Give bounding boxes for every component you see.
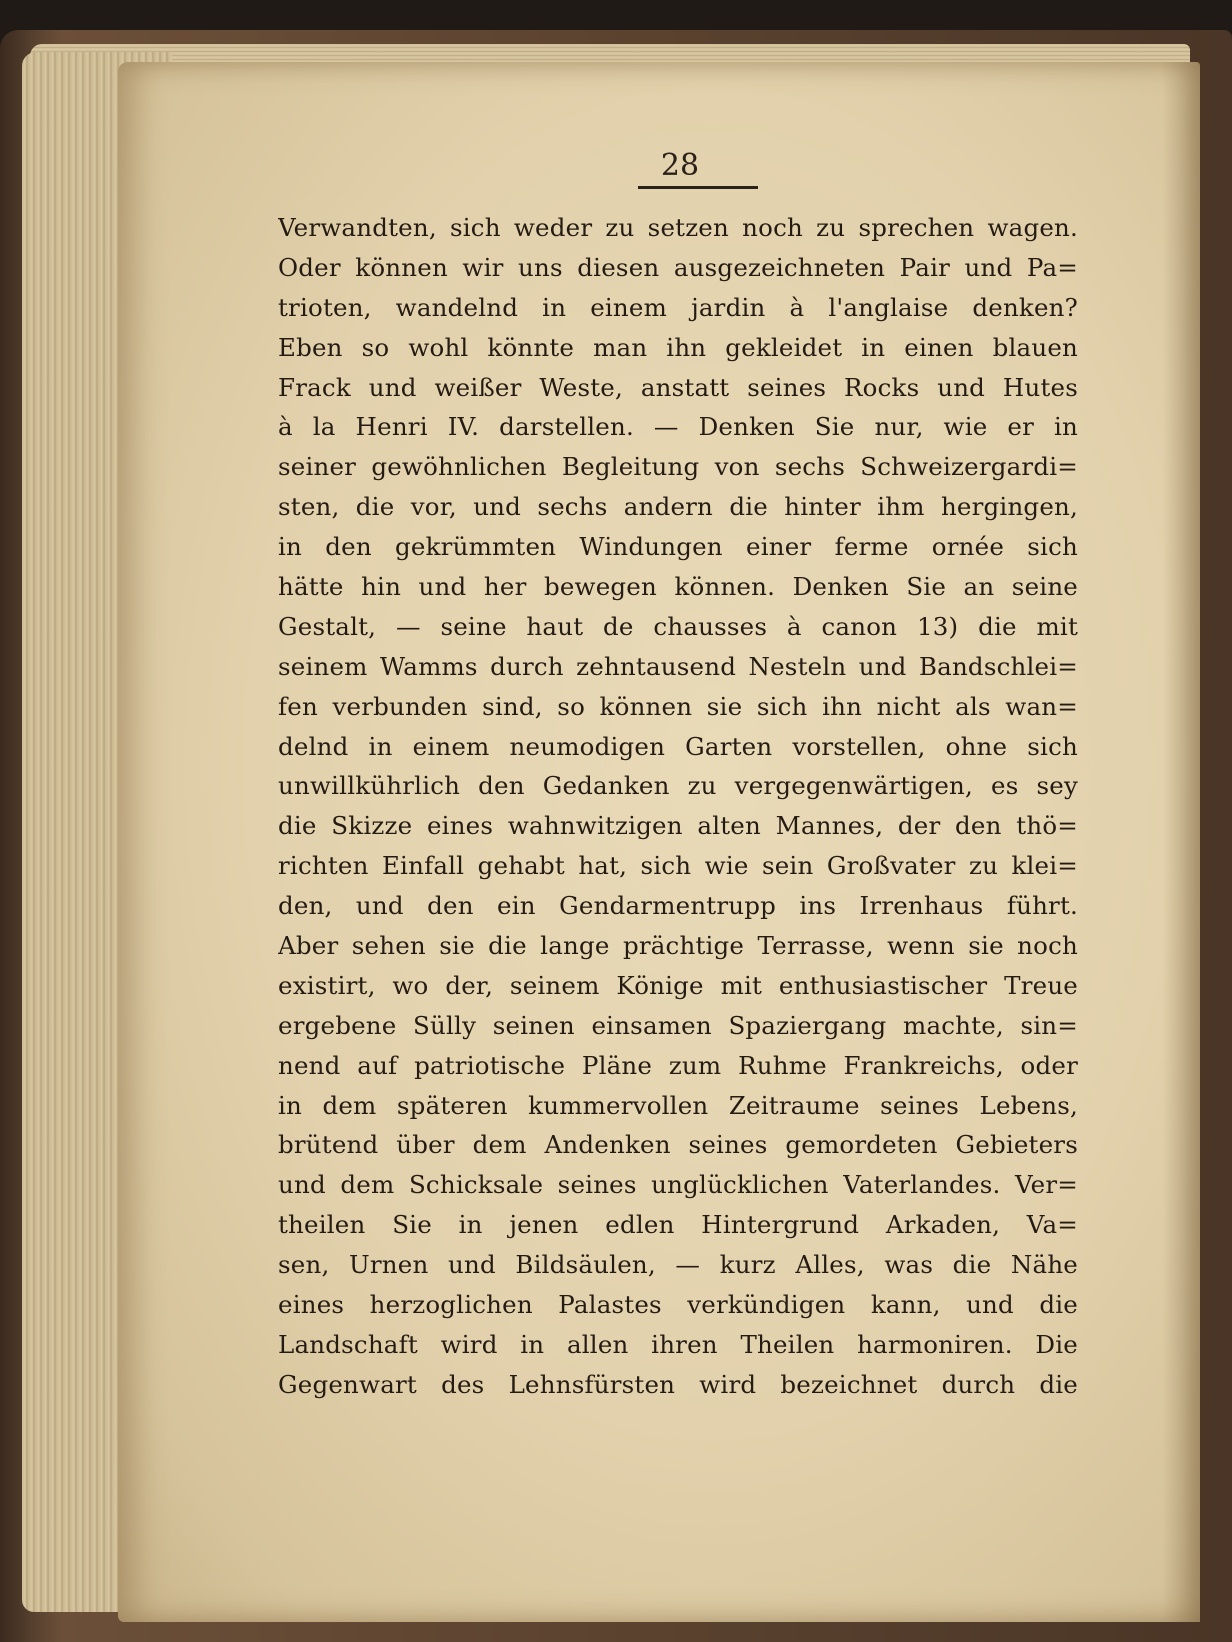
text-line: existirt, wo der, seinem Könige mit enthusiastischer Treue xyxy=(278,970,1078,1000)
text-line: seinem Wamms durch zehntausend Nesteln und Bandschlei= xyxy=(278,651,1078,681)
text-line: Gegenwart des Lehnsfürsten wird bezeichnet durch die xyxy=(278,1369,1078,1399)
text-line: sten, die vor, und sechs andern die hinter ihm hergingen, xyxy=(278,492,1078,522)
page-gutter-shadow xyxy=(1162,62,1200,1622)
text-line: Gestalt, — seine haut de chausses à canon 13) die mit xyxy=(278,611,1078,641)
text-line: delnd in einem neumodigen Garten vorstellen, ohne sich xyxy=(278,731,1078,761)
text-line: brütend über dem Andenken seines gemordeten Gebieters xyxy=(278,1130,1078,1160)
text-line: den, und den ein Gendarmentrupp ins Irrenhaus führt. xyxy=(278,891,1078,921)
text-line: und dem Schicksale seines unglücklichen Vaterlandes. Ver= xyxy=(278,1170,1078,1200)
text-line: seiner gewöhnlichen Begleitung von sechs Schweizergardi= xyxy=(278,452,1078,482)
text-line: unwillkührlich den Gedanken zu vergegenwärtigen, es sey xyxy=(278,771,1078,801)
text-line: sen, Urnen und Bildsäulen, — kurz Alles, was die Nähe xyxy=(278,1250,1078,1280)
text-line: Eben so wohl könnte man ihn gekleidet in einen blauen xyxy=(278,332,1078,362)
text-line: eines herzoglichen Palastes verkündigen kann, und die xyxy=(278,1290,1078,1320)
page-number: 28 xyxy=(660,148,700,183)
page-number-rule xyxy=(638,186,758,189)
text-line: die Skizze eines wahnwitzigen alten Mannes, der den thö= xyxy=(278,811,1078,841)
text-line: hätte hin und her bewegen können. Denken Sie an seine xyxy=(278,572,1078,602)
text-line: richten Einfall gehabt hat, sich wie sein Großvater zu klei= xyxy=(278,851,1078,881)
text-line: Frack und weißer Weste, anstatt seines Rocks und Hutes xyxy=(278,372,1078,402)
text-line: theilen Sie in jenen edlen Hintergrund Arkaden, Va= xyxy=(278,1210,1078,1240)
text-line: Verwandten, sich weder zu setzen noch zu sprechen wagen. xyxy=(278,213,1078,242)
text-line: à la Henri IV. darstellen. — Denken Sie nur, wie er in xyxy=(278,412,1078,442)
book-page xyxy=(118,62,1200,1622)
body-text xyxy=(278,208,1078,1405)
text-line: Landschaft wird in allen ihren Theilen harmoniren. Die xyxy=(278,1329,1078,1359)
text-line: Aber sehen sie die lange prächtige Terrasse, wenn sie noch xyxy=(278,931,1078,961)
text-line: Oder können wir uns diesen ausgezeichneten Pair und Pa= xyxy=(278,252,1078,282)
text-line: in den gekrümmten Windungen einer ferme ornée sich xyxy=(278,532,1078,562)
text-line: in dem späteren kummervollen Zeitraume seines Lebens, xyxy=(278,1090,1078,1120)
text-line: nend auf patriotische Pläne zum Ruhme Frankreichs, oder xyxy=(278,1050,1078,1080)
text-line: fen verbunden sind, so können sie sich ihn nicht als wan= xyxy=(278,691,1078,721)
text-line: ergebene Sülly seinen einsamen Spaziergang machte, sin= xyxy=(278,1010,1078,1040)
text-line: trioten, wandelnd in einem jardin à l'anglaise denken? xyxy=(278,292,1078,322)
